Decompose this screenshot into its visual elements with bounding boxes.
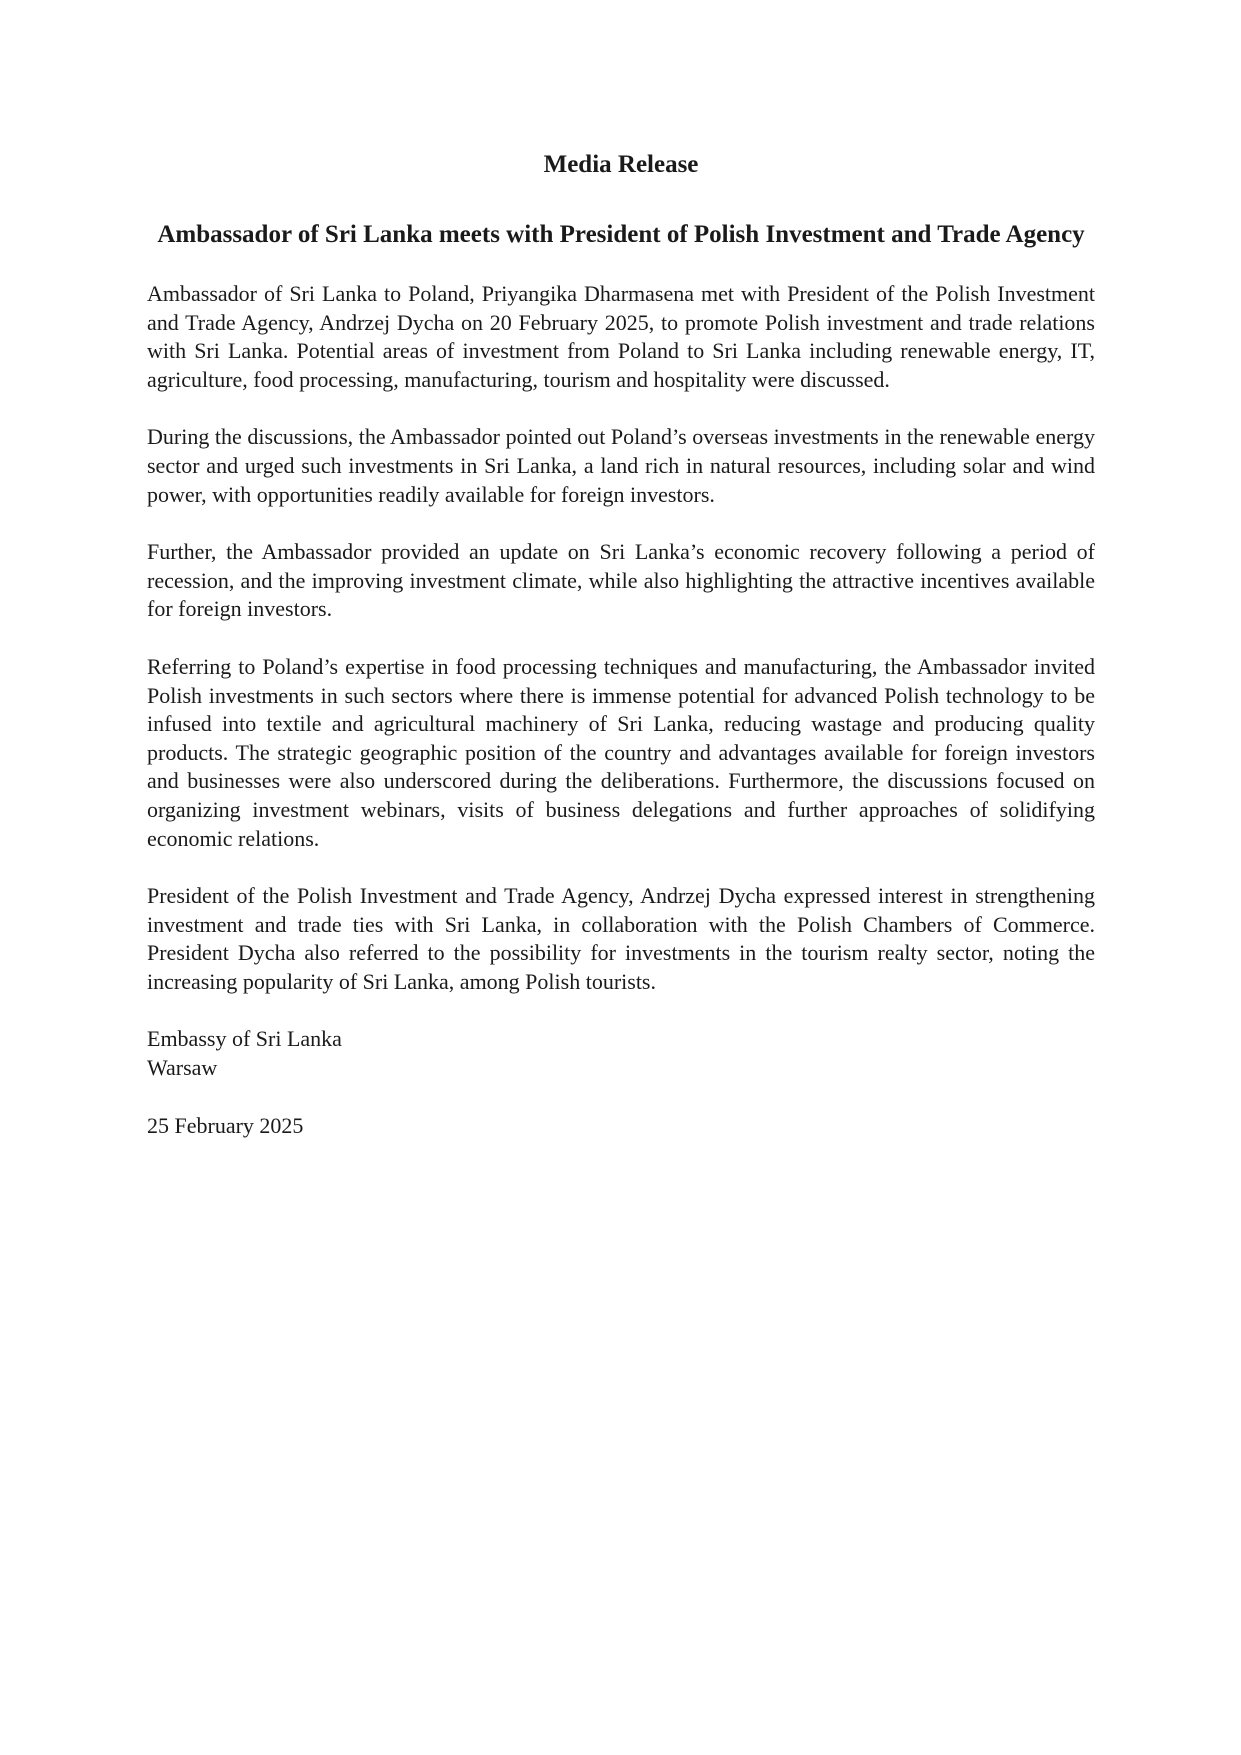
body-paragraph: Ambassador of Sri Lanka to Poland, Priyangika Dharmasena met with President of the Polish Investment and Trade Agency, Andrzej Dycha on 20 February 2025, to promote Polish investment and trade relations with Sri Lanka. Potential areas of investment from Poland to Sri Lanka including renewable energy, IT, agriculture, food processing, manufacturing, tourism and hospitality were discussed. (147, 281, 1095, 392)
body-paragraph: Further, the Ambassador provided an update on Sri Lanka’s economic recovery following a period of recession, and the improving investment climate, while also highlighting the attractive incentives available for foreign investors. (147, 539, 1095, 622)
document-headline: Ambassador of Sri Lanka meets with President of Polish Investment and Trade Agency (157, 221, 1085, 248)
body-paragraph: President of the Polish Investment and Trade Agency, Andrzej Dycha expressed interest in strengthening investment and trade ties with Sri Lanka, in collaboration with the Polish Chambers of Commerce. President Dycha also referred to the possibility for investments in the tourism realty sector, noting the increasing popularity of Sri Lanka, among Polish tourists. (147, 883, 1095, 994)
body-paragraph: Referring to Poland’s expertise in food processing techniques and manufacturing, the Ambassador invited Polish investments in such sectors where there is immense potential for advanced Polish technology to be infused into textile and agricultural machinery of Sri Lanka, reducing wastage and producing quality products. The strategic geographic position of the country and advantages available for foreign investors and businesses were also underscored during the deliberations. Furthermore, the discussions focused on organizing investment webinars, visits of business delegations and further approaches of solidifying economic relations. (147, 653, 1095, 851)
body-paragraph: During the discussions, the Ambassador pointed out Poland’s overseas investments in the renewable energy sector and urged such investments in Sri Lanka, a land rich in natural resources, including solar and wind power, with opportunities readily available for foreign investors. (147, 424, 1095, 507)
signature-organization: Embassy of Sri Lanka (147, 1026, 342, 1052)
release-date: 25 February 2025 (147, 1112, 304, 1138)
document-title: Media Release (543, 151, 699, 178)
signature-block (147, 1025, 1095, 1082)
media-release-page (147, 148, 1095, 1140)
signature-city: Warsaw (147, 1055, 218, 1081)
